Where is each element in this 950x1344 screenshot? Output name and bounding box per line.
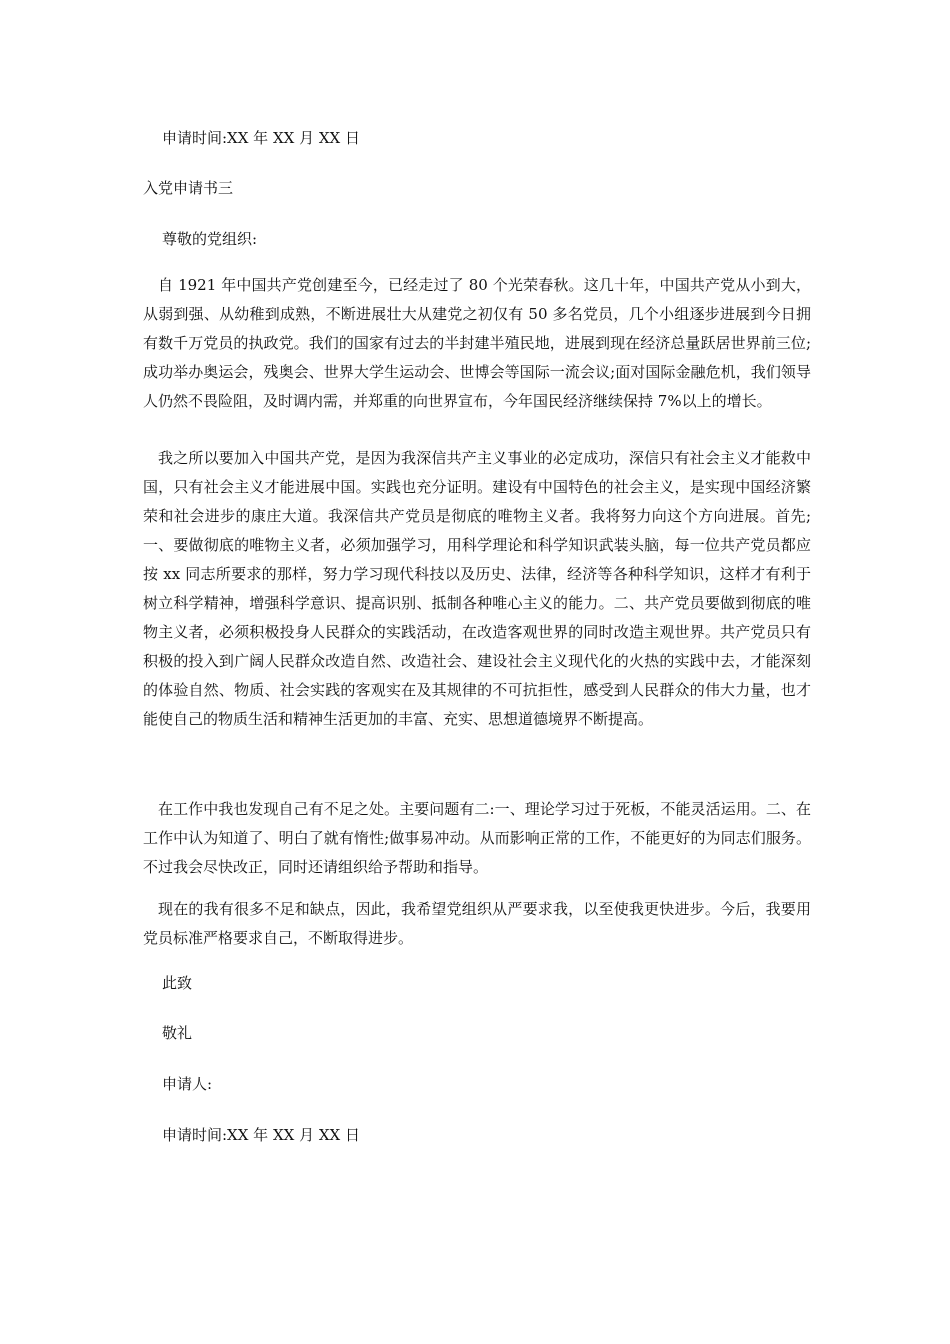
application-date-top: 申请时间:XX 年 XX 月 XX 日 [162, 129, 360, 147]
document-heading: 入党申请书三 [143, 179, 234, 197]
paragraph-reasons: 我之所以要加入中国共产党，是因为我深信共产主义事业的必定成功，深信只有社会主义才能救中国，只有社会主义才能进展中国。实践也充分证明。建设有中国特色的社会主义，是实现中国经济繁荣和社会进步的康庄大道。我深信共产党员是彻底的唯物主义者。我将努力向这个方向进展。首先;一、要做彻底的唯物主义者，必须加强学习，用科学理论和科学知识武装头脑，每一位共产党员都应按 xx 同志所要求的那样，努力学习现代科技以及历史、法律，经济等各种科学知识，这样才有利于树立科学精神，增强科学意识、提高识别、抵制各种唯心主义的能力。二、共产党员要做到彻底的唯物主义者，必须积极投身人民群众的实践活动，在改造客观世界的同时改造主观世界。共产党员只有积极的投入到广阔人民群众改造自然、改造社会、建设社会主义现代化的火热的实践中去，才能深刻的体验自然、物质、社会实践的客观实在及其规律的不可抗拒性，感受到人民群众的伟大力量，也才能使自己的物质生活和精神生活更加的丰富、充实、思想道德境界不断提高。 [143, 449, 811, 728]
closing-jingli: 敬礼 [162, 1024, 193, 1042]
applicant-label: 申请人: [162, 1075, 213, 1093]
application-date-bottom: 申请时间:XX 年 XX 月 XX 日 [162, 1126, 360, 1144]
salutation: 尊敬的党组织: [162, 230, 258, 248]
paragraph-commitment: 现在的我有很多不足和缺点，因此，我希望党组织从严要求我，以至使我更快进步。今后，我要用党员标准严格要求自己，不断取得进步。 [143, 900, 811, 947]
paragraph-shortcomings: 在工作中我也发现自己有不足之处。主要问题有二:一、理论学习过于死板，不能灵活运用。二、在工作中认为知道了、明白了就有惰性;做事易冲动。从而影响正常的工作，不能更好的为同志们服务。不过我会尽快改正，同时还请组织给予帮助和指导。 [143, 800, 811, 876]
closing-cizhi: 此致 [162, 974, 193, 992]
paragraph-history: 自 1921 年中国共产党创建至今，已经走过了 80 个光荣春秋。这几十年，中国共产党从小到大，从弱到强、从幼稚到成熟，不断进展壮大从建党之初仅有 50 多名党员，几个小组逐步进展到今日拥有数千万党员的执政党。我们的国家有过去的半封建半殖民地，进展到现在经济总量跃居世界前三位;成功举办奥运会，残奥会、世界大学生运动会、世博会等国际一流会议;面对国际金融危机，我们领导人仍然不畏险阻，及时调内需，并郑重的向世界宣布，今年国民经济继续保持 7%以上的增长。 [143, 276, 811, 410]
